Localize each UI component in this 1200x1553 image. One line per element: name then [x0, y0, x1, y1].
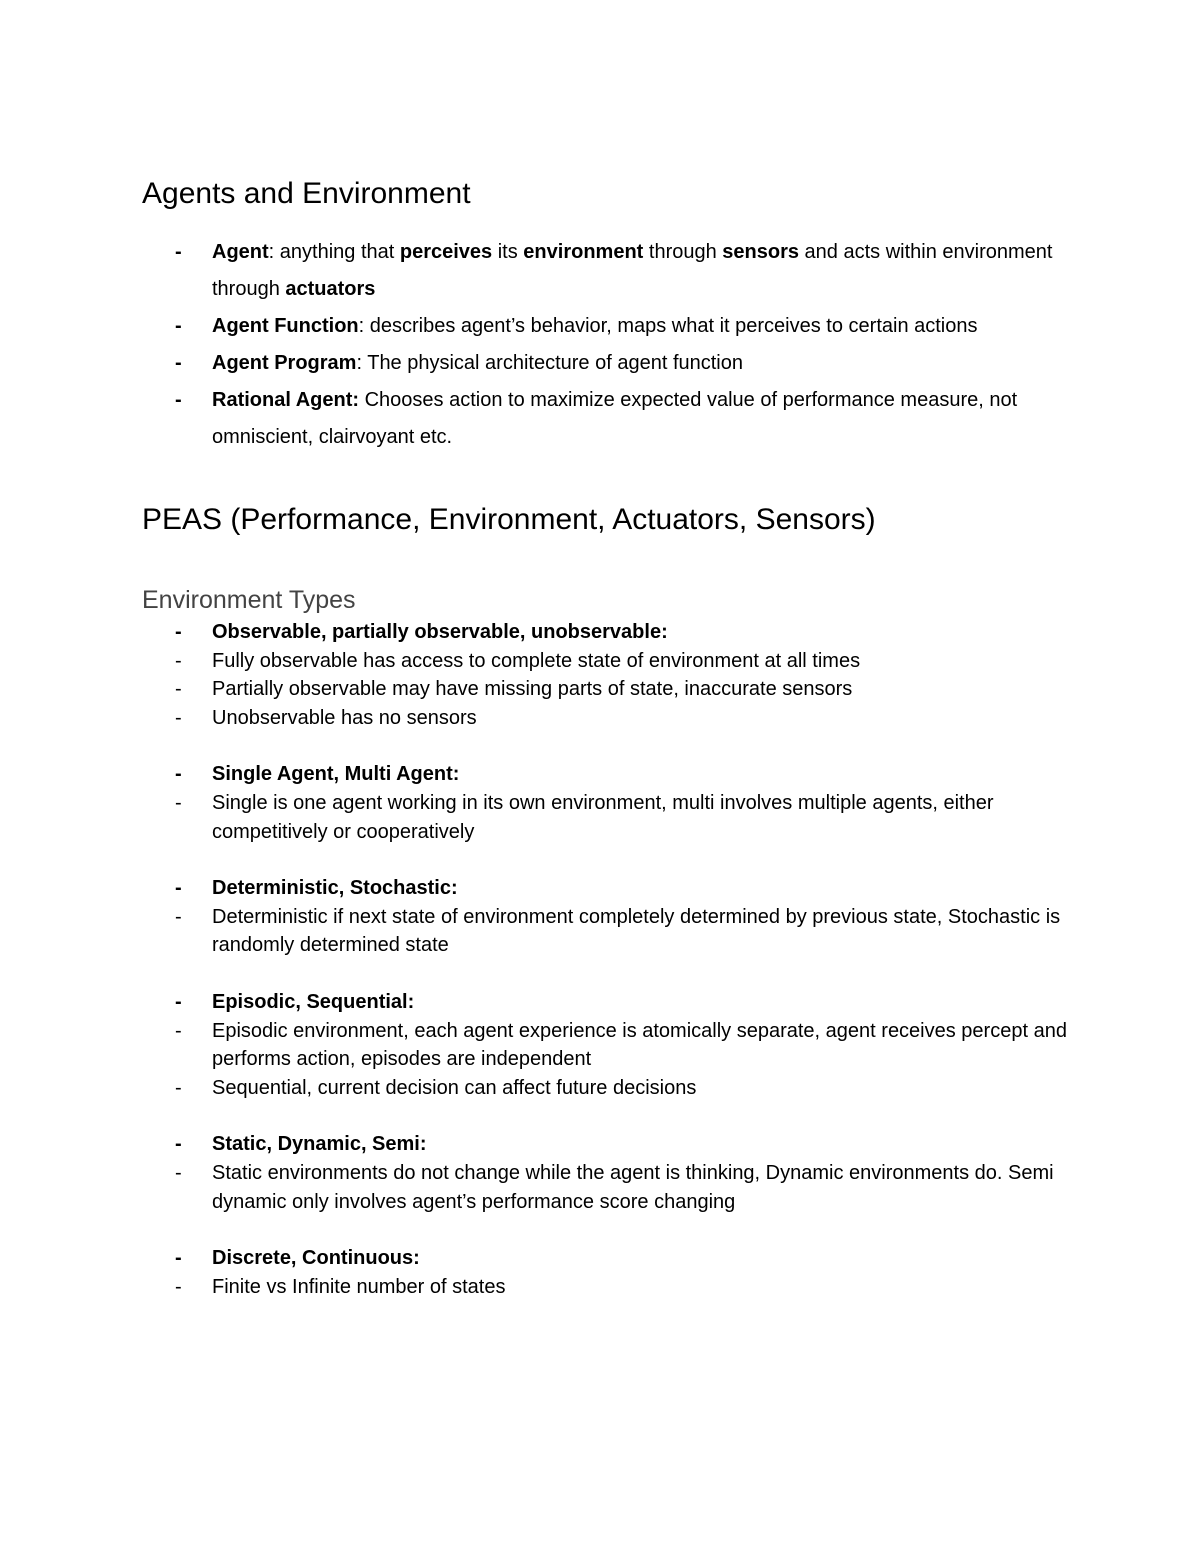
bullet-dash: - — [175, 1019, 182, 1042]
bullet-dash: - — [175, 877, 182, 900]
bullet-dash: - — [175, 706, 182, 729]
list-item: - Partially observable may have missing parts of state, inaccurate sensors — [142, 675, 1082, 704]
list-item: - Unobservable has no sensors — [142, 704, 1082, 733]
bullet-dash: - — [175, 389, 182, 411]
bullet-dash: - — [175, 241, 182, 263]
bullet-dash: - — [175, 763, 182, 786]
bullet-dash: - — [175, 352, 182, 374]
group-heading-discrete-continuous: - Discrete, Continuous: — [142, 1244, 1082, 1273]
group-heading-deterministic-stochastic: - Deterministic, Stochastic: — [142, 874, 1082, 903]
list-item: - Fully observable has access to complete state of environment at all times — [142, 647, 1082, 676]
bullet-dash: - — [175, 1161, 182, 1184]
agents-definition-list — [142, 234, 1082, 456]
document-content — [142, 172, 1082, 1301]
list-item-agent: - Agent: anything that perceives its environment through sensors and acts within environment through actuators — [142, 234, 1082, 308]
term-agent: Agent — [212, 241, 269, 263]
group-heading-single-multi-agent: - Single Agent, Multi Agent: — [142, 760, 1082, 789]
list-item-agent-program: - Agent Program: The physical architecture of agent function — [142, 345, 1082, 382]
list-item: - Finite vs Infinite number of states — [142, 1273, 1082, 1302]
list-item-rational-agent: - Rational Agent: Chooses action to maximize expected value of performance measure, not omniscient, clairvoyant etc. — [142, 382, 1082, 456]
list-item: - Episodic environment, each agent experience is atomically separate, agent receives percept and performs action, episodes are independent — [142, 1017, 1082, 1074]
bullet-dash: - — [175, 678, 182, 701]
heading-environment-types: Environment Types — [142, 586, 356, 614]
group-heading-static-dynamic-semi: - Static, Dynamic, Semi: — [142, 1130, 1082, 1159]
bullet-dash: - — [175, 315, 182, 337]
bullet-dash: - — [175, 649, 182, 672]
bullet-dash: - — [175, 621, 182, 643]
group-heading-observable: - Observable, partially observable, unobservable: — [142, 618, 1082, 647]
bullet-dash: - — [175, 990, 182, 1013]
list-item: - Static environments do not change while the agent is thinking, Dynamic environments do. Semi dynamic only involves agent’s performance score changing — [142, 1159, 1082, 1216]
heading-agents-and-environment: Agents and Environment — [142, 177, 471, 210]
group-heading-episodic-sequential: - Episodic, Sequential: — [142, 988, 1082, 1017]
bullet-dash: - — [175, 1247, 182, 1270]
list-item: - Sequential, current decision can affect future decisions — [142, 1074, 1082, 1103]
heading-peas: PEAS (Performance, Environment, Actuators, Sensors) — [142, 503, 876, 536]
term-agent-program: Agent Program — [212, 352, 357, 374]
environment-types-list — [142, 618, 1082, 1301]
bullet-dash: - — [175, 1076, 182, 1099]
bullet-dash: - — [175, 1275, 182, 1298]
bullet-dash: - — [175, 1133, 182, 1156]
bullet-dash: - — [175, 905, 182, 928]
term-rational-agent: Rational Agent: — [212, 389, 360, 411]
list-item: - Deterministic if next state of environment completely determined by previous state, Stochastic is randomly determined state — [142, 903, 1082, 960]
bullet-dash: - — [175, 791, 182, 814]
list-item: - Single is one agent working in its own environment, multi involves multiple agents, either competitively or cooperatively — [142, 789, 1082, 846]
list-item-agent-function: - Agent Function: describes agent’s behavior, maps what it perceives to certain actions — [142, 308, 1082, 345]
term-agent-function: Agent Function — [212, 315, 359, 337]
